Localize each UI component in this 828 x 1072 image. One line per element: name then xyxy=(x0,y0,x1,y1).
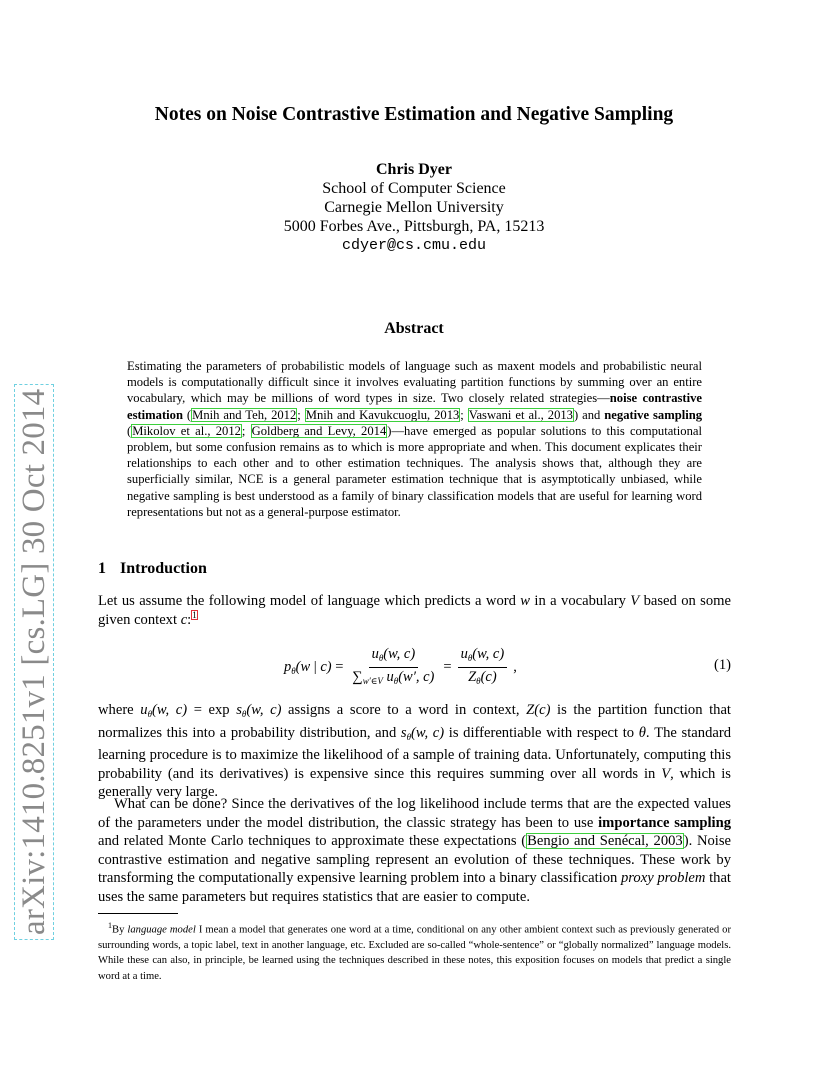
author-email[interactable]: cdyer@cs.cmu.edu xyxy=(341,237,487,254)
paragraph-text: and related Monte Carlo techniques to approximate these expectations ( xyxy=(98,833,527,849)
math-var: V xyxy=(630,593,640,609)
citation-link[interactable]: Vaswani et al., 2013 xyxy=(468,407,573,422)
footnote xyxy=(98,918,731,984)
abstract-bold-negative-sampling: negative sampling xyxy=(604,407,703,422)
paragraph: where $u_\theta(w$, $c) = \exp s_\theta(w$, c) assigns a score to a word in context, Z(c) is the partition function that normalizes this into a probability distribution, and $s_\theta(w$, c) is differentiable with respect to θ. The standard learning procedure is to maximize the likelihood of a sample of training data. Unfortunately, computing this probability (and its derivatives) is expensive since this requires summing over all words in V, which is generally very large. xyxy=(98,702,731,800)
footnote-rule xyxy=(98,913,178,914)
author-university: Carnegie Mellon University xyxy=(324,199,504,216)
paragraph-text: is the partition function that normalizes this into a probability distribution, and xyxy=(98,702,731,741)
abstract-body: Estimating the parameters of probabilistic models of language such as maxent models and probabilistic neural models is computationally difficult since it involves evaluating partition functions by summing over an entire vocabulary, which may be millions of word types in size. Two closely related strategies—noise contrastive estimation (Mnih and Teh, 2012; Mnih and Kavukcuoglu, 2013; Vaswani et al., 2013) and negative sampling (Mikolov et al., 2012; Goldberg and Levy, 2014)—have emerged as popular solutions to this computational problem, but some confusion remains as to which is more appropriate and when. This document explicates their relationships to each other and to other estimation techniques. The analysis shows that, although they are superficially similar, NCE is a general parameter estimation technique that is asymptotically unbiased, while negative sampling is best understood as a family of binary classification models that are useful for learning word representations but not as a general-purpose estimator. xyxy=(127,359,703,519)
footnote-text: By xyxy=(112,924,128,936)
paragraph-text: : xyxy=(187,611,192,628)
fraction: $\frac{u_\theta(w, c)}{Z_\theta(c)}$ xyxy=(458,645,508,690)
italic-term: proxy problem xyxy=(620,870,706,886)
paragraph xyxy=(98,795,731,906)
paragraph xyxy=(98,592,731,629)
paragraph-text: ). Noise contrastive estimation and negative sampling represent an evolution of these techniques. These work by transforming the computationally expensive learning problem into a binary classification xyxy=(98,833,731,886)
section-heading xyxy=(98,560,207,578)
arxiv-id[interactable]: arXiv:1410.8251v1 [cs.LG] 30 Oct 2014 xyxy=(14,384,54,940)
math-var: w xyxy=(520,593,531,609)
citation-link[interactable]: Bengio and Senécal, 2003 xyxy=(527,833,683,849)
bold-term: importance sampling xyxy=(598,814,732,831)
fraction: $\frac{u_\theta(w, c)}{\sum_{w'\in V} u_\theta(w', c)}$ xyxy=(352,645,435,686)
arxiv-stamp xyxy=(14,388,52,941)
citation-link[interactable]: Goldberg and Levy, 2014 xyxy=(251,423,387,438)
paragraph-text: Let us assume the following model of language which predicts a word xyxy=(98,593,521,609)
citation-link[interactable]: Mnih and Teh, 2012 xyxy=(192,407,297,422)
paragraph-text: , which is generally very large. xyxy=(98,765,731,800)
paper-title: Notes on Noise Contrastive Estimation and Negative Sampling xyxy=(154,104,674,125)
citation-link[interactable]: Mnih and Kavukcuoglu, 2013 xyxy=(305,407,460,422)
author-dept: School of Computer Science xyxy=(322,180,506,197)
footnote-text: I mean a model that generates one word at a time, conditional on any other ambient context such as previously generated or surrounding words, a topic label, text in another language, etc. Excluded are so-called “whole-sentence” or “globally normalized” language models. While these can also, in principle, be learned using the techniques described in these notes, this exposition focuses on models that predict a single word at a time. xyxy=(98,924,731,982)
paragraph-text: is differentiable with respect to xyxy=(444,724,639,741)
section-number: 1 xyxy=(98,560,106,577)
paragraph-text: based on some given context xyxy=(98,593,731,628)
citation-link[interactable]: Mikolov et al., 2012 xyxy=(132,423,241,438)
abstract-heading: Abstract xyxy=(384,320,444,337)
abstract-text: Estimating the parameters of probabilistic models of language such as maxent models and probabilistic neural models is computationally difficult since it involves evaluating partition functions by summing over an entire vocabulary, which may be millions of word types in size. Two closely related strategies— xyxy=(127,359,702,406)
paragraph-text: What can be done? Since the derivatives of the log likelihood include terms that are the expected values of the parameters under the model distribution, the classic strategy has been to use xyxy=(98,796,731,831)
equation-number: (1) xyxy=(713,657,731,673)
author-block xyxy=(0,160,828,255)
paragraph-text: in a vocabulary xyxy=(530,593,631,609)
author-name: Chris Dyer xyxy=(376,161,452,178)
footnote-ref[interactable]: 1 xyxy=(192,609,197,620)
abstract-bold-nce: noise contrastive estimation xyxy=(127,391,702,422)
math-var: c xyxy=(180,611,188,628)
equation-body: $p_\theta(w$ | c) = $\frac{u_\theta(w, c)}{\sum_{w'\in V} u_\theta(w', c)}$ = $\frac{u_\theta(w, c)}{Z_\theta(c)}$ , xyxy=(284,644,517,690)
italic-term: language model xyxy=(127,924,196,936)
paragraph-text: assigns a score to a word in context, xyxy=(281,702,527,718)
paragraph-text: . The standard learning procedure is to maximize the likelihood of a sample of training data. Unfortunately, computing this probability (and its derivatives) is expensive since this requires summing over all words in xyxy=(98,724,731,782)
abstract-text: —have emerged as popular solutions to this computational problem, but some confusion remains as to which is more appropriate and when. This document explicates their relationships to each other and to other estimation techniques. The analysis shows that, although they are superficially similar, NCE is a general parameter estimation technique that is asymptotically unbiased, while negative sampling is best understood as a family of binary classification models that are useful for learning word representations but not as a general-purpose estimator. xyxy=(127,423,702,519)
equation xyxy=(98,644,731,690)
abstract-text: and xyxy=(578,407,605,422)
author-address: 5000 Forbes Ave., Pittsburgh, PA, 15213 xyxy=(283,218,545,235)
paragraph-text: that uses the same parameters but requires statistics that are easier to compute. xyxy=(98,870,731,905)
footnote-mark: 1 xyxy=(108,921,112,930)
section-title: Introduction xyxy=(120,560,207,577)
